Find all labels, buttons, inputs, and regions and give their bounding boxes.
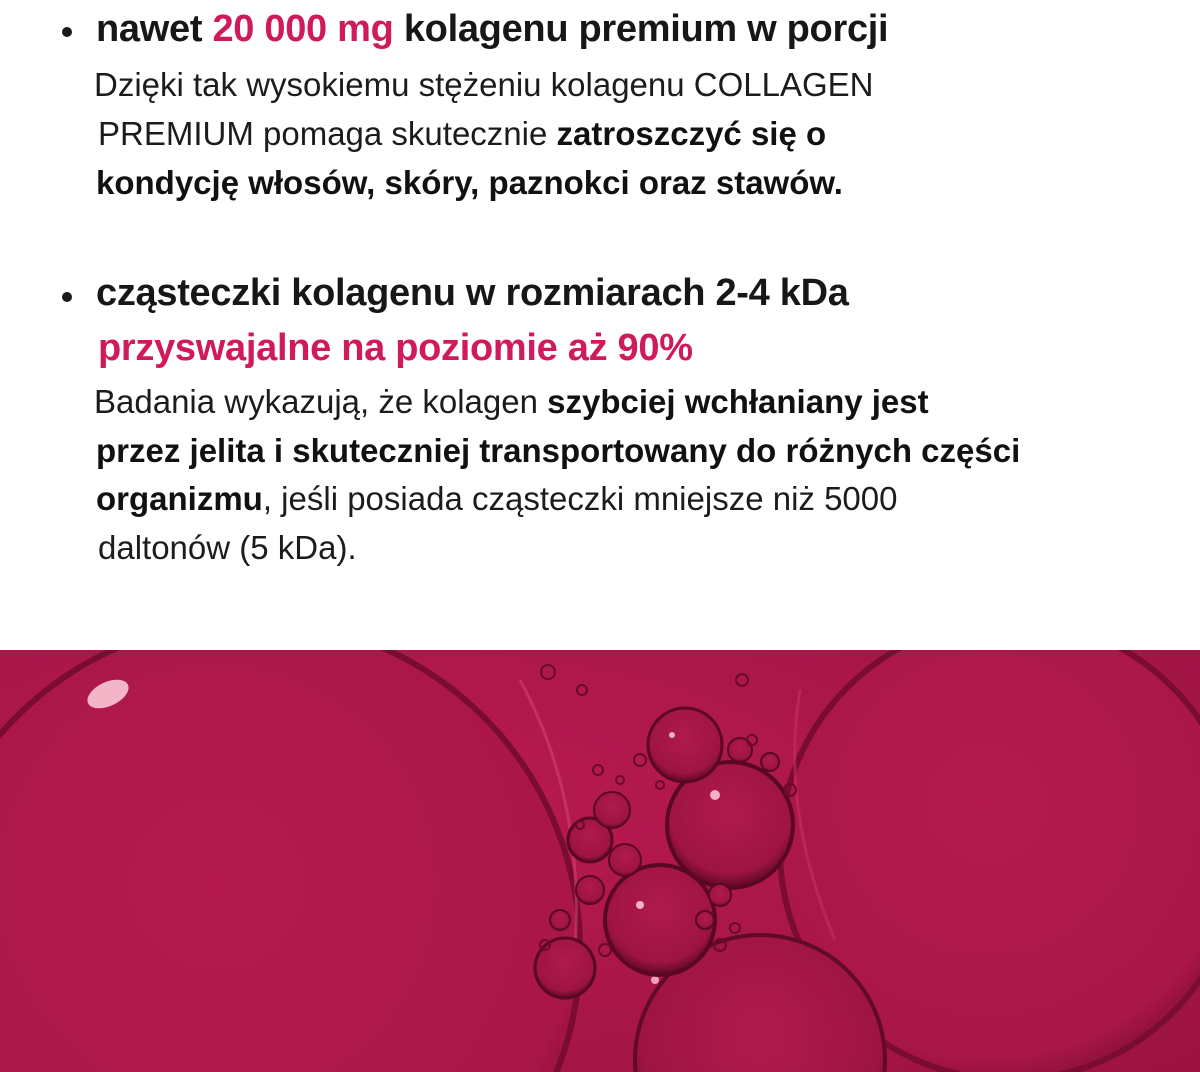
section2-body-line3-plain: , jeśli posiada cząsteczki mniejsze niż 5000 [262,480,898,517]
section2-heading-line1: cząsteczki kolagenu w rozmiarach 2-4 kDa [96,272,849,314]
section1-heading [96,6,888,52]
section1-body-line2 [98,113,826,155]
section1-body-line1: Dzięki tak wysokiemu stężeniu kolagenu COLLAGEN [94,66,874,103]
section2-body-line3-bold: organizmu [96,480,263,517]
section1-body-line3 [96,162,843,204]
section1-body-line2-plain: PREMIUM pomaga skutecznie [98,115,548,152]
section2-body-line4: daltonów (5 kDa). [98,529,357,566]
section2-heading-line2: przyswajalne na poziomie aż 90% [98,327,693,369]
section2-body-line1 [94,381,929,423]
section1-body-line3-bold: kondycję włosów, skóry, paznokci oraz stawów. [96,164,843,201]
bubbles-illustration [0,650,1200,1072]
bubble-small [648,708,722,782]
bullet-dot-icon [62,292,72,302]
section1-heading-suffix: kolagenu premium w porcji [403,8,889,50]
collagen-bubbles-image [0,650,1200,1072]
section2-body-line2 [96,430,1020,472]
section1-body-line2-bold: zatroszczyć się o [556,115,827,152]
section2-body-line3 [96,478,897,520]
section2-body-line1-bold: szybciej wchłaniany jest [547,383,929,420]
section1-heading-prefix: nawet [96,8,203,50]
section2-body-line2-bold: przez jelita i skuteczniej transportowany do różnych części [96,432,1021,469]
bullet-dot-icon [62,27,72,37]
section1-heading-accent: 20 000 mg [212,8,394,50]
section2-body-line1-plain: Badania wykazują, że kolagen [94,383,538,420]
